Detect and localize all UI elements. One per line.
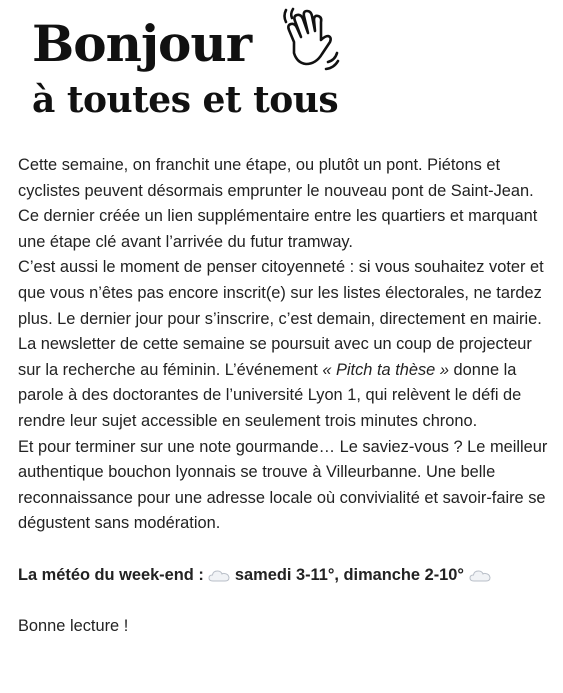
spacer [18,537,548,563]
paragraph-research-intro: La newsletter de cette semaine se poursuit avec un coup de projecteur sur la recherche au féminin. L’événement [18,335,532,379]
event-name: « Pitch ta thèse » [322,360,449,379]
greeting-subtitle: à toutes et tous [32,79,339,121]
greeting-title: Bonjour [32,14,252,73]
weather-line [18,563,548,589]
cloud-icon [469,568,491,582]
paragraph-elections: C’est aussi le moment de penser citoyenneté : si vous souhaitez voter et que vous n’êtes pas encore inscrit(e) sur les listes électorales, ne tardez plus. Le dernier jour pour s’inscrire, c’est demain, directement en mairie. [18,258,544,328]
weather-label: La météo du week-end : [18,565,204,584]
waving-hand-icon [280,6,340,74]
paragraph-bouchon: Et pour terminer sur une note gourmande… Le saviez-vous ? Le meilleur authentique bouchon lyonnais se trouve à Villeurbanne. Une belle reconnaissance pour une adresse locale où convivialité et savoir-faire se dégustent sans modération. [18,437,548,533]
paragraph-bridge: Cette semaine, on franchit une étape, ou plutôt un pont. Piétons et cyclistes peuvent désormais emprunter le nouveau pont de Saint-Jean. Ce dernier créée un lien supplémentaire entre les quartiers et marquant une étape clé avant l’arrivée du futur tramway. [18,156,538,251]
cloud-icon [208,568,230,582]
newsletter-header [32,4,552,124]
spacer [18,588,548,614]
closing-text: Bonne lecture ! [18,616,129,635]
newsletter-body [18,153,548,639]
paragraph-research [18,332,548,434]
paragraph-research-detail: donne la parole à des doctorantes de l’université Lyon 1, qui relèvent le défi de rendre leur sujet accessible en seulement trois minutes chrono. [18,360,522,430]
weather-forecast: samedi 3-11°, dimanche 2-10° [234,565,464,584]
